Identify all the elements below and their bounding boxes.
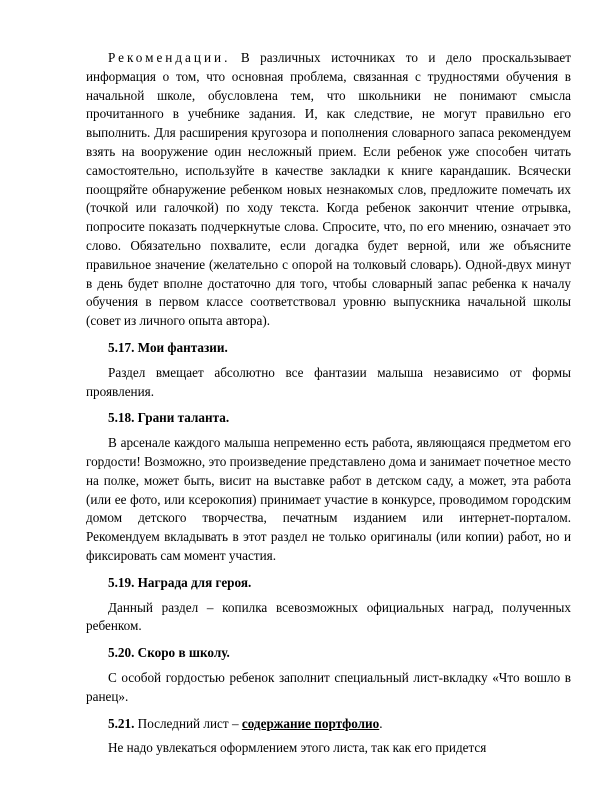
- section-5-18-heading: 5.18. Грани таланта.: [108, 410, 230, 426]
- section-5-20-heading: 5.20. Скоро в школу.: [108, 645, 230, 661]
- section-5-17-text: Раздел вмещает абсолютно все фантазии малыша независимо от формы проявления.: [86, 364, 571, 399]
- section-5-21-heading: [86, 715, 571, 734]
- recommendations-text: В различных источниках то и дело проскальзывает информация о том, что основная проблема, связанная с трудностями обучения в начальной школе, обусловлена тем, что школьники не понимают смысла прочитанного в учебнике задания. И, как следствие, не могут правильно его выполнить. Для расширения кругозора и пополнения словарного запаса рекомендуем взять на вооружение один несложный прием. Если ребенок уже способен читать самостоятельно, используйте в качестве закладки к книге карандашик. Всячески поощряйте обнаружение ребенком новых незнакомых слов, предложите помечать их (точкой или галочкой) по ходу текста. Когда ребенок закончит чтение отрывка, попросите показать подчеркнутые слова. Спросите, что, по его мнению, означает это слово. Обязательно похвалите, если догадка будет верной, или же объясните правильное значение (желательно с опорой на толковый словарь). Одной-двух минут в день будет вполне достаточно для того, чтобы словарный запас ребенка к началу обучения в первом классе соответствовал уровню выпускника начальной школы (совет из личного опыта автора).: [86, 50, 571, 329]
- section-5-21-emphasis: содержание портфолио: [241, 715, 380, 731]
- section-5-19-text: Данный раздел – копилка всевозможных официальных наград, полученных ребенком.: [86, 599, 571, 634]
- section-5-19-heading: 5.19. Награда для героя.: [108, 574, 252, 590]
- recommendations-lead: Рекомендации.: [108, 50, 231, 65]
- section-5-17-heading: 5.17. Мои фантазии.: [108, 339, 228, 355]
- section-5-21-text: Не надо увлекаться оформлением этого листа, так как его придется: [108, 740, 487, 756]
- recommendations-paragraph: [86, 49, 571, 331]
- section-5-21-number: 5.21.: [108, 715, 135, 731]
- document-page: [86, 49, 571, 758]
- section-5-21-title: Последний лист –: [134, 715, 242, 731]
- section-5-21-period: .: [379, 715, 383, 731]
- section-5-18-text: В арсенале каждого малыша непременно есть работа, являющаяся предметом его гордости! Возможно, это произведение представлено дома и занимает почетное место на полке, может быть, висит на выставке работ в детском саду, а может, эта работа (или ее фото, или ксерокопия) принимает участие в конкурсе, проводимом городским домом детского творчества, печатным изданием или интернет-порталом. Рекомендуем вкладывать в этот раздел не только оригиналы (или копии) работ, но и фиксировать сам момент участия.: [86, 435, 571, 563]
- section-5-20-text: С особой гордостью ребенок заполнит специальный лист-вкладку «Что вошло в ранец».: [86, 669, 571, 704]
